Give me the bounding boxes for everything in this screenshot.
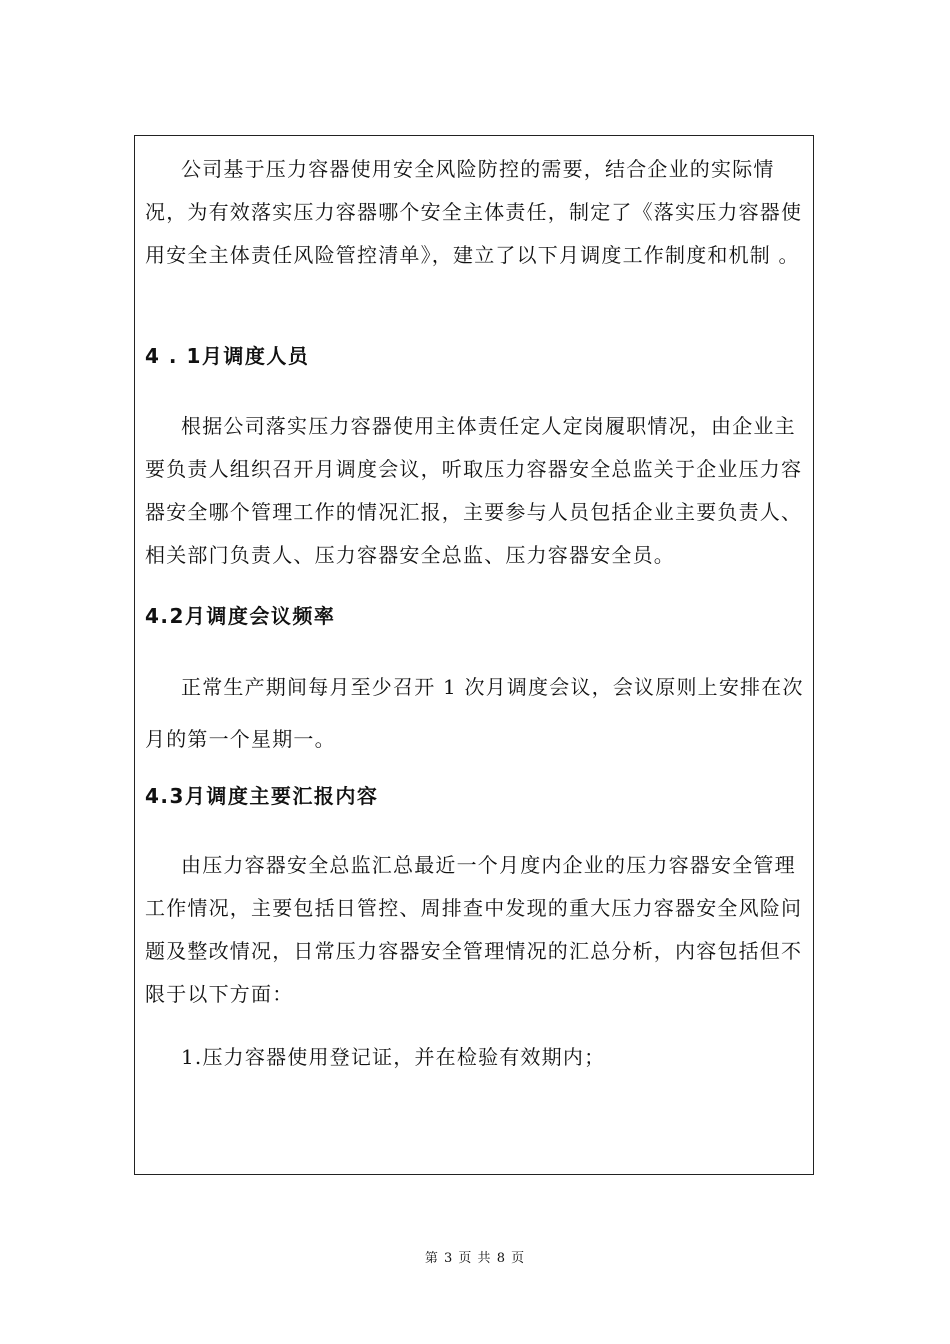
content-frame [134,135,814,1175]
heading-4-3: 4.3月调度主要汇报内容 [145,784,379,808]
section-4-3-paragraph: 由压力容器安全总监汇总最近一个月度内企业的压力容器安全管理工作情况，主要包括日管控、周排查中发现的重大压力容器安全风险问题及整改情况，日常压力容器安全管理情况的汇总分析，内容包括但不限于以下方面： [145,853,803,1006]
page-number: 第 3 页 共 8 页 [424,1251,526,1266]
section-4-2-paragraph: 正常生产期间每月至少召开 1 次月调度会议，会议原则上安排在次月的第一个星期一。 [145,675,804,751]
heading-4-2: 4.2月调度会议频率 [145,604,336,628]
section-4-1-paragraph: 根据公司落实压力容器使用主体责任定人定岗履职情况，由企业主要负责人组织召开月调度会议，听取压力容器安全总监关于企业压力容器安全哪个管理工作的情况汇报，主要参与人员包括企业主要负责人、相关部门负责人、压力容器安全总监、压力容器安全员。 [145,414,803,567]
intro-paragraph: 公司基于压力容器使用安全风险防控的需要，结合企业的实际情况，为有效落实压力容器哪个安全主体责任，制定了《落实压力容器使用安全主体责任风险管控清单》，建立了以下月调度工作制度和机制 。 [145,157,803,267]
list-item-1: 1.压力容器使用登记证，并在检验有效期内； [181,1045,606,1069]
heading-4-1: 4 . 1月调度人员 [145,344,310,368]
